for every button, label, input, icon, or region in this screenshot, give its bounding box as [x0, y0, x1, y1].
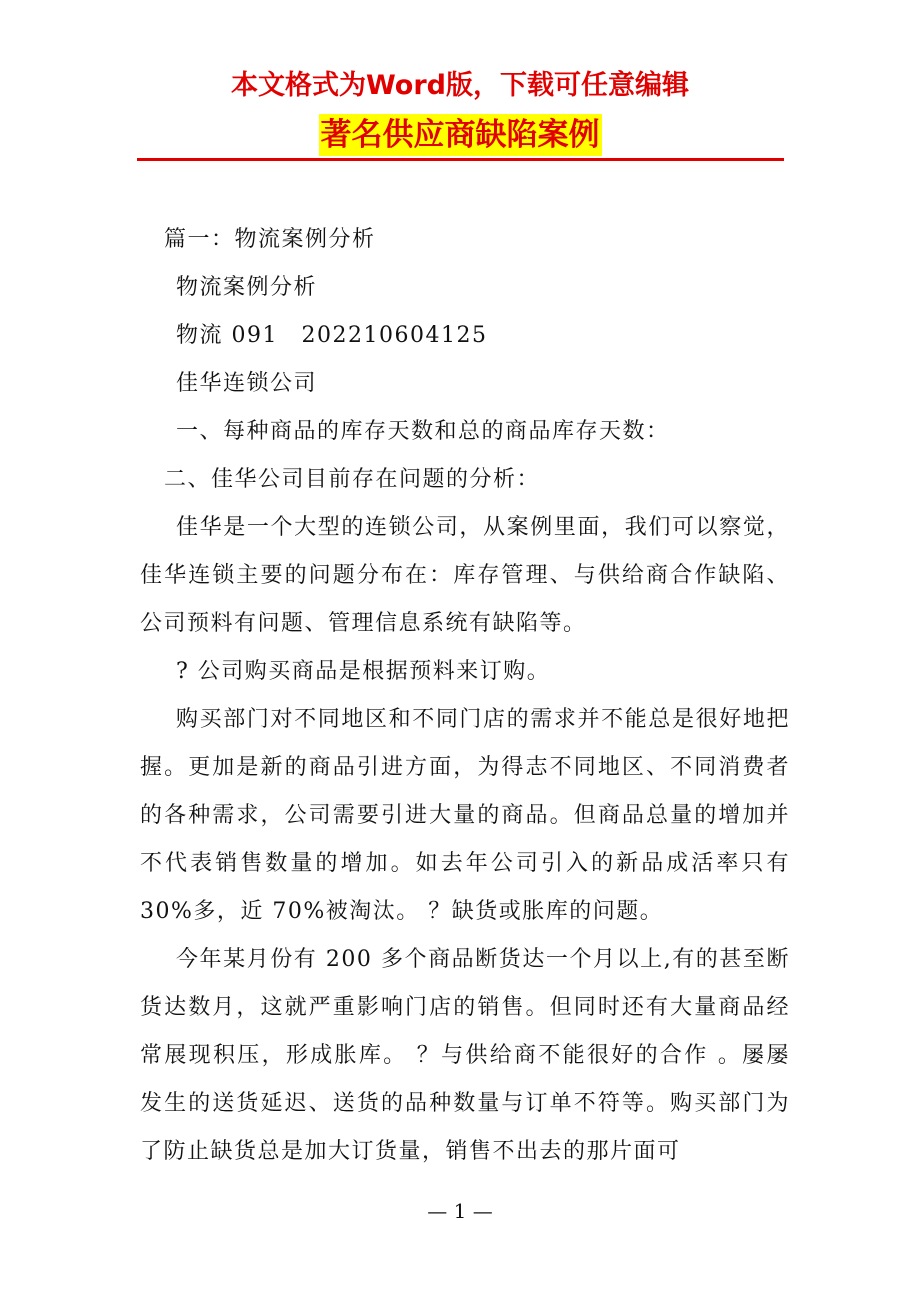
paragraph: 今年某月份有 200 多个商品断货达一个月以上,有的甚至断货达数月，这就严重影响门店的销售。但同时还有大量商品经常展现积压，形成胀库。 ？与供给商不能很好的合作 。屡屡发生的送货延迟、送货的品种数量与订单不符等。购买部门为了防止缺货总是加大订货量，销售不出去的那片面可	[140, 947, 790, 1164]
bullet-line: ? 公司购买商品是根据预料来订购。	[176, 659, 551, 684]
document-title: 著名供应商缺陷案例	[319, 114, 602, 156]
title-divider	[137, 158, 784, 161]
format-notice-banner: 本文格式为Word版，下载可任意编辑	[230, 70, 689, 101]
point-one: 一、每种商品的库存天数和总的商品库存天数：	[176, 419, 670, 444]
author-line: 物流 091 202210604125	[176, 323, 488, 348]
title-container	[0, 114, 920, 156]
page-number: — 1 —	[427, 1199, 493, 1223]
section-heading: 篇一：物流案例分析	[164, 227, 376, 252]
point-two: 二、佳华公司目前存在问题的分析：	[164, 467, 541, 492]
company-name: 佳华连锁公司	[176, 371, 318, 396]
subheading: 物流案例分析	[176, 275, 318, 300]
paragraph: 佳华是一个大型的连锁公司，从案例里面，我们可以察觉，佳华连锁主要的问题分布在：库存管理、与供给商合作缺陷、公司预料有问题、管理信息系统有缺陷等。	[140, 515, 790, 636]
document-body	[140, 216, 790, 1176]
paragraph: 购买部门对不同地区和不同门店的需求并不能总是很好地把握。更加是新的商品引进方面，为得志不同地区、不同消费者的各种需求，公司需要引进大量的商品。但商品总量的增加并不代表销售数量的增加。如去年公司引入的新品成活率只有 30%多，近 70%被淘汰。 ？缺货或胀库的问题。	[140, 707, 790, 924]
